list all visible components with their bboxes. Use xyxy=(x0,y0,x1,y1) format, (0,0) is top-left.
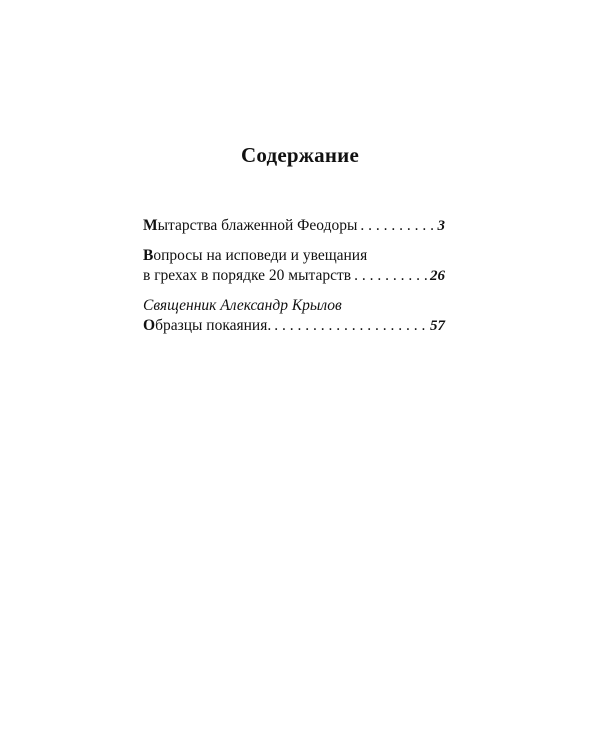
toc-entry-3[interactable] xyxy=(143,296,445,336)
toc-entry-1-text xyxy=(143,216,357,236)
toc-entry-2-first-letter: В xyxy=(143,247,154,264)
toc-entry-3-title: бразцы покаяния. xyxy=(155,317,272,334)
toc-entry-3-leader xyxy=(274,316,427,336)
toc-entry-1-page: 3 xyxy=(437,218,445,234)
toc-entry-3-text xyxy=(143,316,271,336)
table-of-contents xyxy=(143,216,445,336)
toc-entry-3-page: 57 xyxy=(430,318,445,334)
toc-entry-2-title-cont: в грехах в порядке 20 мытарств xyxy=(143,267,352,284)
toc-entry-2-line-1 xyxy=(143,246,445,266)
toc-entry-1-first-letter: М xyxy=(143,217,158,234)
toc-entry-1[interactable] xyxy=(143,216,445,236)
toc-entry-1-leader xyxy=(360,216,434,236)
toc-entry-3-author: Священник Александр Крылов xyxy=(143,297,342,314)
toc-entry-2[interactable] xyxy=(143,246,445,286)
toc-entry-2-page: 26 xyxy=(430,268,445,284)
toc-entry-1-title: ытарства блаженной Феодоры xyxy=(157,217,358,234)
toc-entry-2-line-2 xyxy=(143,266,445,286)
toc-entry-3-first-letter: О xyxy=(143,317,156,334)
page-title: Содержание xyxy=(241,143,359,167)
toc-entry-1-line xyxy=(143,216,445,236)
toc-entry-2-title: опросы на исповеди и увещания xyxy=(153,247,368,264)
toc-entry-2-leader xyxy=(354,266,427,286)
toc-entry-3-line xyxy=(143,316,445,336)
